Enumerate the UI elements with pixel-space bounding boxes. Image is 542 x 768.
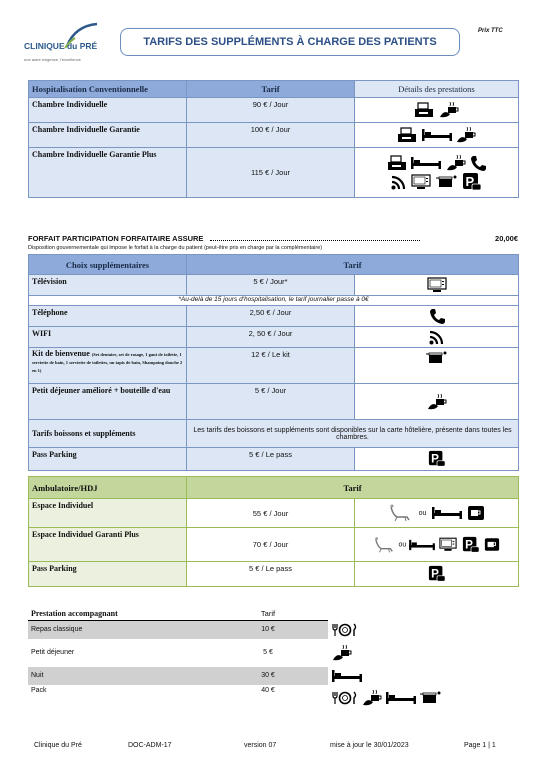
- kit-detail: (Set dentaire, set de rasage, 1 gant de toilette, 1 serviette de bain, 1 serviette de toilettes, un tapis de bain, Shampoing douche 2 en 1): [32, 352, 183, 373]
- table-row: [28, 621, 518, 639]
- hospitalisation-table: [28, 80, 519, 198]
- table-row: [29, 275, 519, 296]
- price-note: Prix TTC: [478, 28, 503, 34]
- row-label: Espace Individuel Garanti Plus: [29, 528, 187, 562]
- bed-icon: [386, 691, 416, 705]
- forfait-label: FORFAIT PARTICIPATION FORFAITAIRE ASSURE: [28, 234, 204, 243]
- row-label: Chambre Individuelle: [29, 98, 187, 123]
- table-row: [29, 98, 519, 123]
- coffee-croissant-icon: [427, 393, 447, 411]
- row-label: Petit déjeuner amélioré + bouteille d'eau: [29, 384, 187, 420]
- logo-name: CLINIQUE du PRÉ: [24, 41, 98, 51]
- row-label: Chambre Individuelle Garantie Plus: [29, 148, 187, 198]
- row-tarif: 5 € / Jour*: [187, 275, 355, 296]
- phone-icon: [429, 308, 445, 324]
- icon-cell: [355, 306, 519, 327]
- coffee-croissant-icon: [456, 126, 476, 144]
- coffee-croissant-icon: [439, 101, 459, 119]
- printer-icon: [414, 102, 434, 118]
- printer-icon: [387, 155, 407, 171]
- column-header: Tarif: [187, 81, 355, 98]
- column-header: Tarif: [208, 607, 328, 621]
- row-label: Espace Individuel: [29, 499, 187, 528]
- table-row: [28, 639, 518, 667]
- page-title-box: [120, 28, 460, 56]
- choix-table: [28, 254, 519, 471]
- coffee-croissant-icon: [446, 154, 466, 172]
- toiletry-kit-icon: [420, 690, 442, 706]
- column-header: Tarif: [187, 255, 519, 275]
- icon-cell: [355, 528, 519, 562]
- icon-cell: [355, 275, 519, 296]
- empty-header: [328, 607, 518, 621]
- table-row: [29, 384, 519, 420]
- table-row: [29, 562, 519, 587]
- footer-page: Page 1 | 1: [464, 742, 496, 749]
- row-tarif: 40 €: [261, 686, 275, 694]
- row-label: Télévision: [29, 275, 187, 296]
- table-row: [29, 448, 519, 471]
- details-cell: [355, 148, 519, 198]
- column-header: Tarif: [187, 477, 519, 499]
- icon-cell: [328, 621, 518, 639]
- icon-cell: [355, 562, 519, 587]
- tv-icon: [439, 537, 457, 552]
- row-label: Tarifs boissons et suppléments: [29, 420, 187, 448]
- bed-icon: [411, 156, 441, 170]
- row-tarif: 12 € / Le kit: [187, 348, 355, 384]
- footer-update: mise à jour le 30/01/2023: [330, 742, 409, 749]
- row-label: Pass Parking: [29, 448, 187, 471]
- row-tarif: 70 € / Jour: [187, 528, 355, 562]
- parking-icon: [428, 565, 446, 583]
- tv-icon: [411, 174, 431, 190]
- row-label: Petit déjeuner: [31, 649, 75, 656]
- table-row: [29, 499, 519, 528]
- recliner-chair-icon: [373, 536, 395, 554]
- icon-cell: [328, 639, 518, 667]
- toiletry-kit-icon: [436, 174, 458, 190]
- table-header-row: [28, 607, 518, 621]
- icon-cell: [355, 327, 519, 348]
- parking-icon: [462, 172, 482, 192]
- row-tarif: 5 €: [263, 649, 273, 656]
- table-row: [29, 420, 519, 448]
- icon-cell: [355, 348, 519, 384]
- table-row: [29, 296, 519, 306]
- row-tarif: 5 € / Jour: [187, 384, 355, 420]
- table-row: [29, 148, 519, 198]
- bed-icon: [332, 669, 362, 683]
- bed-icon: [422, 128, 452, 142]
- column-header: Détails des prestations: [355, 81, 519, 98]
- kit-title: Kit de bienvenue: [32, 349, 90, 358]
- table-header-row: [29, 81, 519, 98]
- or-text: ou: [398, 541, 407, 548]
- column-header: Prestation accompagnant: [28, 607, 208, 621]
- table-header-row: [29, 477, 519, 499]
- column-header: Hospitalisation Conventionnelle: [29, 81, 187, 98]
- row-tarif: 115 € / Jour: [187, 148, 355, 198]
- column-header: Choix supplémentaires: [29, 255, 187, 275]
- phone-icon: [470, 155, 486, 171]
- toiletry-kit-icon: [426, 350, 448, 366]
- table-row: [29, 123, 519, 148]
- forfait-amount: 20,00€: [495, 234, 518, 243]
- table-row: [28, 685, 518, 711]
- row-tarif: 2,50 € / Jour: [187, 306, 355, 327]
- row-label: Téléphone: [29, 306, 187, 327]
- recliner-chair-icon: [388, 504, 412, 522]
- table-row: [29, 306, 519, 327]
- forfait-note: Disposition gouvernementale qui impose le forfait à la charge du patient (peut-être pris en charge par la complémentaire): [28, 245, 323, 251]
- table-header-row: [29, 255, 519, 275]
- boissons-text: Les tarifs des boissons et suppléments sont disponibles sur la carte hôtelière, présente dans toutes les chambres.: [187, 420, 519, 448]
- icon-cell: [355, 384, 519, 420]
- icon-cell: [355, 499, 519, 528]
- bed-icon: [432, 506, 462, 520]
- row-label: Repas classique: [28, 621, 208, 639]
- row-label: Nuit: [28, 667, 208, 685]
- icon-cell: [328, 685, 518, 711]
- page-title: TARIFS DES SUPPLÉMENTS À CHARGE DES PATIENTS: [143, 36, 437, 48]
- row-label: WIFI: [29, 327, 187, 348]
- coffee-cup-icon: [467, 505, 485, 521]
- row-label: [29, 348, 187, 384]
- row-tarif: 10 €: [208, 621, 328, 639]
- row-label: Chambre Individuelle Garantie: [29, 123, 187, 148]
- printer-icon: [397, 127, 417, 143]
- ambulatoire-table: [28, 476, 519, 587]
- footer-doc: DOC-ADM-17: [128, 742, 172, 749]
- bed-icon: [409, 539, 435, 551]
- wifi-icon: [391, 174, 407, 190]
- clinic-logo: [22, 22, 110, 66]
- row-label: Pack: [31, 686, 47, 694]
- forfait-line: [28, 234, 518, 243]
- table-row: [29, 327, 519, 348]
- footer-version: version 07: [244, 742, 277, 749]
- table-row: [28, 667, 518, 685]
- or-text: ou: [418, 509, 427, 517]
- details-cell: [355, 123, 519, 148]
- row-tarif: 2, 50 € / Jour: [187, 327, 355, 348]
- row-tarif: 5 € / Le pass: [187, 448, 355, 471]
- footer-org: Clinique du Pré: [34, 742, 82, 749]
- coffee-croissant-icon: [332, 644, 352, 662]
- icon-cell: [355, 448, 519, 471]
- row-tarif: 30 €: [208, 667, 328, 685]
- parking-icon: [428, 450, 446, 468]
- wifi-icon: [429, 329, 445, 345]
- coffee-croissant-icon: [362, 689, 382, 707]
- table-row: [29, 348, 519, 384]
- icon-cell: [328, 667, 518, 685]
- tv-icon: [427, 277, 447, 293]
- logo-swoosh-icon: [22, 22, 110, 52]
- row-tarif: 90 € / Jour: [187, 98, 355, 123]
- row-tarif: 55 € / Jour: [187, 499, 355, 528]
- parking-icon: [462, 536, 480, 554]
- dotted-leader: [210, 240, 420, 241]
- meal-icon: [332, 691, 358, 705]
- row-tarif: 100 € / Jour: [187, 123, 355, 148]
- table-row: [29, 528, 519, 562]
- details-cell: [355, 98, 519, 123]
- tv-note: *Au-delà de 15 jours d'hospitalisation, le tarif journalier passe à 0€: [29, 296, 519, 306]
- row-tarif: 5 € / Le pass: [187, 562, 355, 587]
- coffee-cup-icon: [484, 537, 500, 552]
- row-label: Pass Parking: [29, 562, 187, 587]
- accompagnant-table: [28, 607, 518, 711]
- column-header: Ambulatoire/HDJ: [29, 477, 187, 499]
- logo-tagline: une autre exigence, l'excellence: [24, 57, 81, 62]
- meal-icon: [332, 623, 358, 637]
